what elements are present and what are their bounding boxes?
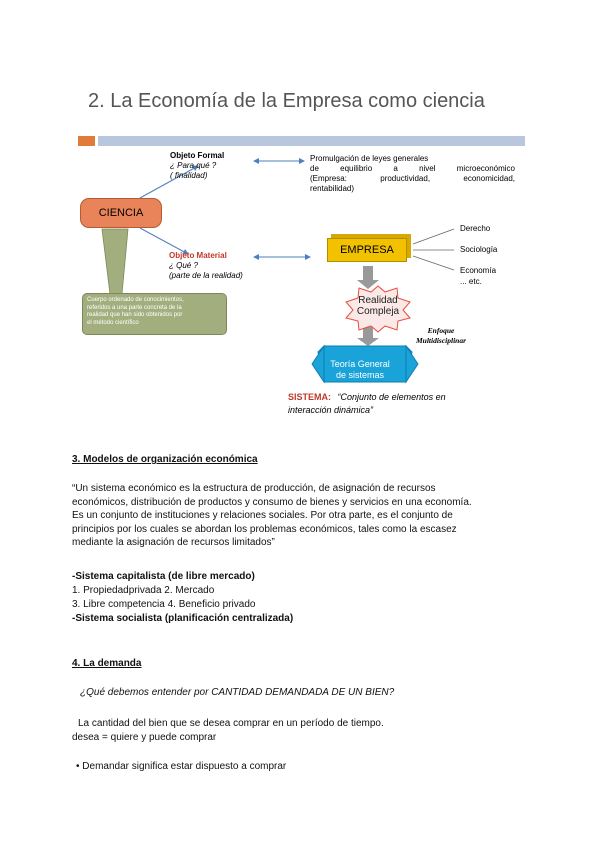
objeto-formal-label: Objeto Formal	[170, 151, 225, 160]
callout-line: realidad que han sido obtenidos por	[87, 312, 183, 318]
disciplina-derecho: Derecho	[460, 224, 491, 233]
sistema-socialista: -Sistema socialista (planificación centralizada)	[72, 613, 294, 624]
concept-diagram	[70, 146, 530, 436]
sistema-def-line2: interacción dinámica”	[288, 405, 374, 415]
capitalista-item1: 1. Propiedadprivada 2. Mercado	[72, 585, 215, 596]
realidad-line: Compleja	[356, 306, 400, 317]
disciplina-sociologia: Sociología	[460, 245, 498, 254]
section3-heading: 3. Modelos de organización económica	[72, 454, 258, 465]
objeto-formal-question: ¿ Para qué ?	[170, 161, 217, 170]
demanda-question: ¿Qué debemos entender por CANTIDAD DEMANDADA DE UN BIEN?	[80, 687, 395, 698]
promulgacion-text	[310, 154, 515, 194]
demanda-answer1: La cantidad del bien que se desea comprar en un período de tiempo.	[78, 718, 384, 729]
sistema-capitalista: -Sistema capitalista (de libre mercado)	[72, 571, 255, 582]
objeto-material-note: (parte de la realidad)	[169, 271, 243, 280]
disciplina-economia: Economía	[460, 266, 497, 275]
promulgacion-line: de equilibrio a nivel microeconómico	[310, 164, 515, 173]
objeto-formal-note: ( finalidad)	[170, 171, 208, 180]
objeto-material-label: Objeto Material	[169, 251, 227, 260]
quote-line: Es un conjunto de instituciones y relaciones sociales. Por otra parte, es el conjunto de	[72, 510, 453, 521]
quote-line: principios por los cuales se abordan los problemas económicos, tales como la escasez	[72, 523, 457, 535]
promulgacion-line: rentabilidad)	[310, 184, 355, 193]
down-arrow-empresa	[357, 266, 379, 289]
callout-line: Cuerpo ordenado de conocimientos,	[87, 297, 184, 303]
sistema-definition	[288, 391, 446, 417]
promulgacion-line: Promulgación de leyes generales	[310, 154, 429, 163]
title-bar-accent	[78, 136, 95, 146]
enfoque-multidisciplinar	[416, 326, 466, 346]
teoria-line: de sistemas	[335, 370, 385, 380]
teoria-line: Teoría General	[330, 359, 390, 369]
objeto-material-question: ¿ Qué ?	[169, 261, 198, 270]
demanda-answer2: desea = quiere y puede comprar	[72, 732, 217, 743]
callout-pointer	[102, 229, 128, 294]
realidad-line: Realidad	[358, 295, 398, 306]
line-economia	[413, 256, 454, 270]
enfoque-line: Multidisciplinar	[416, 336, 467, 345]
quote-line: “Un sistema económico es la estructura de producción, de asignación de recursos	[72, 483, 436, 494]
demanda-bullet: • Demandar significa estar dispuesto a comprar	[76, 761, 287, 772]
disciplina-etc: ... etc.	[460, 277, 482, 286]
objeto-material	[169, 251, 243, 281]
realidad-compleja	[338, 295, 418, 317]
line-derecho	[413, 229, 454, 244]
promulgacion-line: (Empresa: productividad, economicidad,	[310, 174, 515, 183]
callout-line: el método científico	[87, 319, 139, 326]
callout-line: referidos a una parte concreta de la	[87, 304, 182, 311]
quote-line: económicos, distribución de productos y consumo de bienes y servicios en una economía.	[72, 496, 472, 508]
objeto-formal	[170, 151, 224, 181]
enfoque-line: Enfoque	[427, 326, 455, 335]
section4-heading: 4. La demanda	[72, 658, 142, 669]
quote-line: mediante la asignación de recursos limitados”	[72, 537, 275, 548]
slide-title: 2. La Economía de la Empresa como ciencia	[88, 90, 485, 112]
sistema-label: SISTEMA:	[288, 392, 332, 402]
empresa-box: EMPRESA	[327, 238, 407, 262]
title-bar-rule	[98, 136, 525, 146]
teoria-general-label	[310, 359, 410, 381]
section3-quote	[72, 482, 472, 550]
ciencia-definition-callout	[82, 293, 227, 335]
sistema-def-line1: “Conjunto de elementos en	[337, 392, 446, 402]
capitalista-item2: 3. Libre competencia 4. Beneficio privado	[72, 599, 256, 610]
ciencia-box: CIENCIA	[80, 198, 162, 228]
